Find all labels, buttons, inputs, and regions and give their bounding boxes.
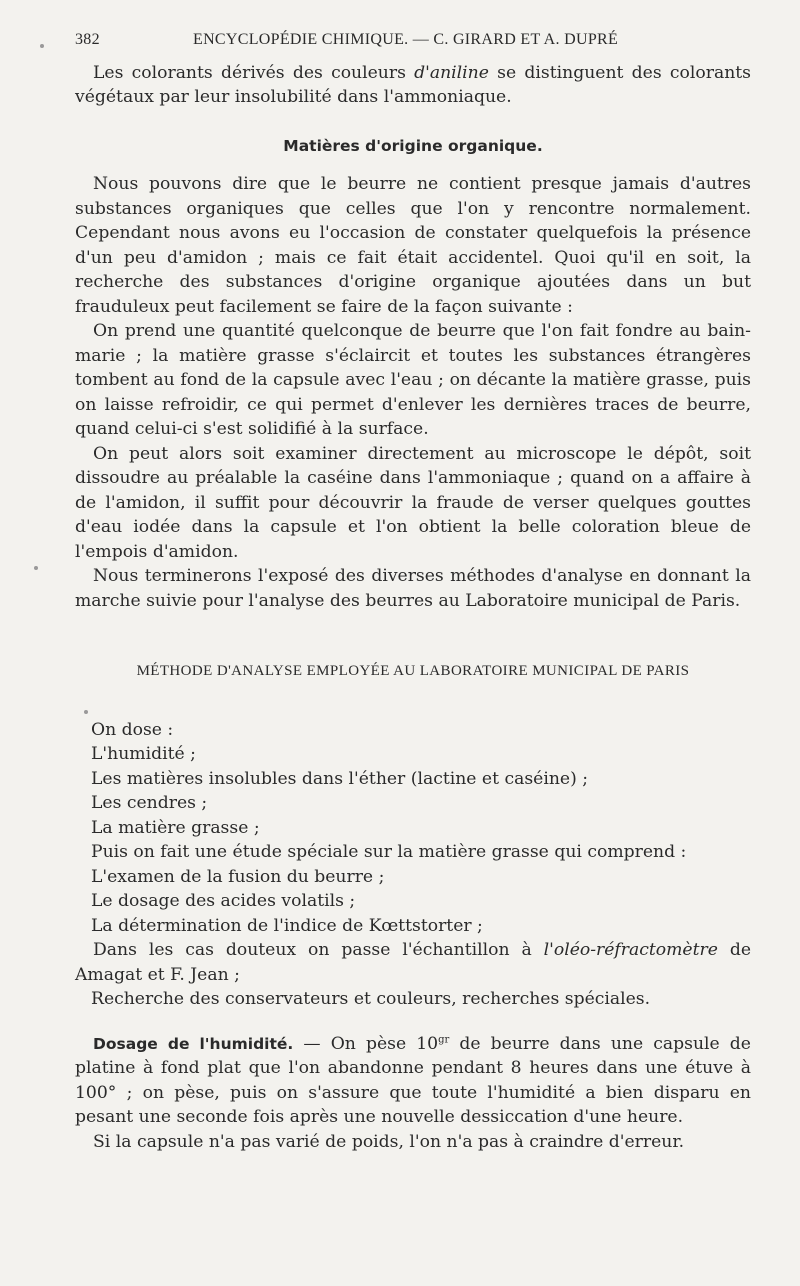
list-line: L'examen de la fusion du beurre ; <box>91 866 385 887</box>
humidity-title: Dosage de l'humidité. <box>93 1034 294 1053</box>
list-line: La détermination de l'indice de Kœttstorter ; <box>91 915 483 936</box>
intro-paragraph: Les colorants dérivés des couleurs d'aniline se distinguent des colorants végétaux par leur insolubilité dans l'ammoniaque. <box>75 62 751 107</box>
paragraph: Nous pouvons dire que le beurre ne contient presque jamais d'autres substances organiques que celles que l'on y rencontre normalement. Cependant nous avons eu l'occasion de constater quelquefois la présence d'un peu d'amidon ; mais ce fait était accidentel. Quoi qu'il en soit, la recherche des substances d'origine organique ajoutées dans un but frauduleux peut facilement se faire de la façon suivante : <box>75 174 751 317</box>
page-content <box>75 28 751 1154</box>
list-line: Les cendres ; <box>91 793 208 813</box>
page-speck <box>40 44 44 48</box>
list-line: La matière grasse ; <box>91 817 260 838</box>
page-number: 382 <box>75 31 100 48</box>
list-line: Puis on fait une étude spéciale sur la matière grasse qui comprend : <box>91 842 687 862</box>
paragraph: Si la capsule n'a pas varié de poids, l'on n'a pas à craindre d'erreur. <box>93 1131 685 1152</box>
paragraph: On peut alors soit examiner directement au microscope le dépôt, soit dissoudre au préalable la caséine dans l'ammoniaque ; quand on a affaire à de l'amidon, il suffit pour découvrir la fraude de verser quelques gouttes d'eau iodée dans la capsule et l'on obtient la belle coloration bleue de l'empois d'amidon. <box>75 443 751 562</box>
method-list <box>75 718 751 1012</box>
list-line-oleo: Dans les cas douteux on passe l'échantillon à l'oléo-réfractomètre de Amagat et F. Jean ; <box>75 940 751 985</box>
list-line: Les matières insolubles dans l'éther (lactine et caséine) ; <box>91 768 589 789</box>
running-title: ENCYCLOPÉDIE CHIMIQUE. — C. GIRARD ET A. DUPRÉ <box>193 31 619 48</box>
paragraph: On prend une quantité quelconque de beurre que l'on fait fondre au bain-marie ; la matière grasse s'éclaircit et toutes les substances étrangères tombent au fond de la capsule avec l'eau ; on décante la matière grasse, puis on laisse refroidir, ce qui permet d'enlever les dernières traces de beurre, quand celui-ci s'est solidifié à la surface. <box>75 321 751 439</box>
list-line: On dose : <box>91 719 174 740</box>
list-line: L'humidité ; <box>91 744 196 764</box>
humidity-paragraph: Dosage de l'humidité. — On pèse $10^{gr}$ de beurre dans une capsule de platine à fond plat que l'on abandonne pendant 8 heures dans une étuve à 100° ; on pèse, puis on s'assure que toute l'humidité a bien disparu en pesant une seconde fois après une nouvelle dessiccation d'une heure. <box>75 1033 751 1127</box>
page-speck <box>34 566 38 570</box>
list-line: Le dosage des acides volatils ; <box>91 891 356 911</box>
list-line: Recherche des conservateurs et couleurs, recherches spéciales. <box>91 989 651 1009</box>
method-title: MÉTHODE D'ANALYSE EMPLOYÉE AU LABORATOIRE MUNICIPAL DE PARIS <box>136 663 690 679</box>
section-title: Matières d'origine organique. <box>283 136 543 155</box>
page-header <box>75 28 751 53</box>
paragraph: Nous terminerons l'exposé des diverses méthodes d'analyse en donnant la marche suivie pour l'analyse des beurres au Laboratoire municipal de Paris. <box>75 566 751 611</box>
